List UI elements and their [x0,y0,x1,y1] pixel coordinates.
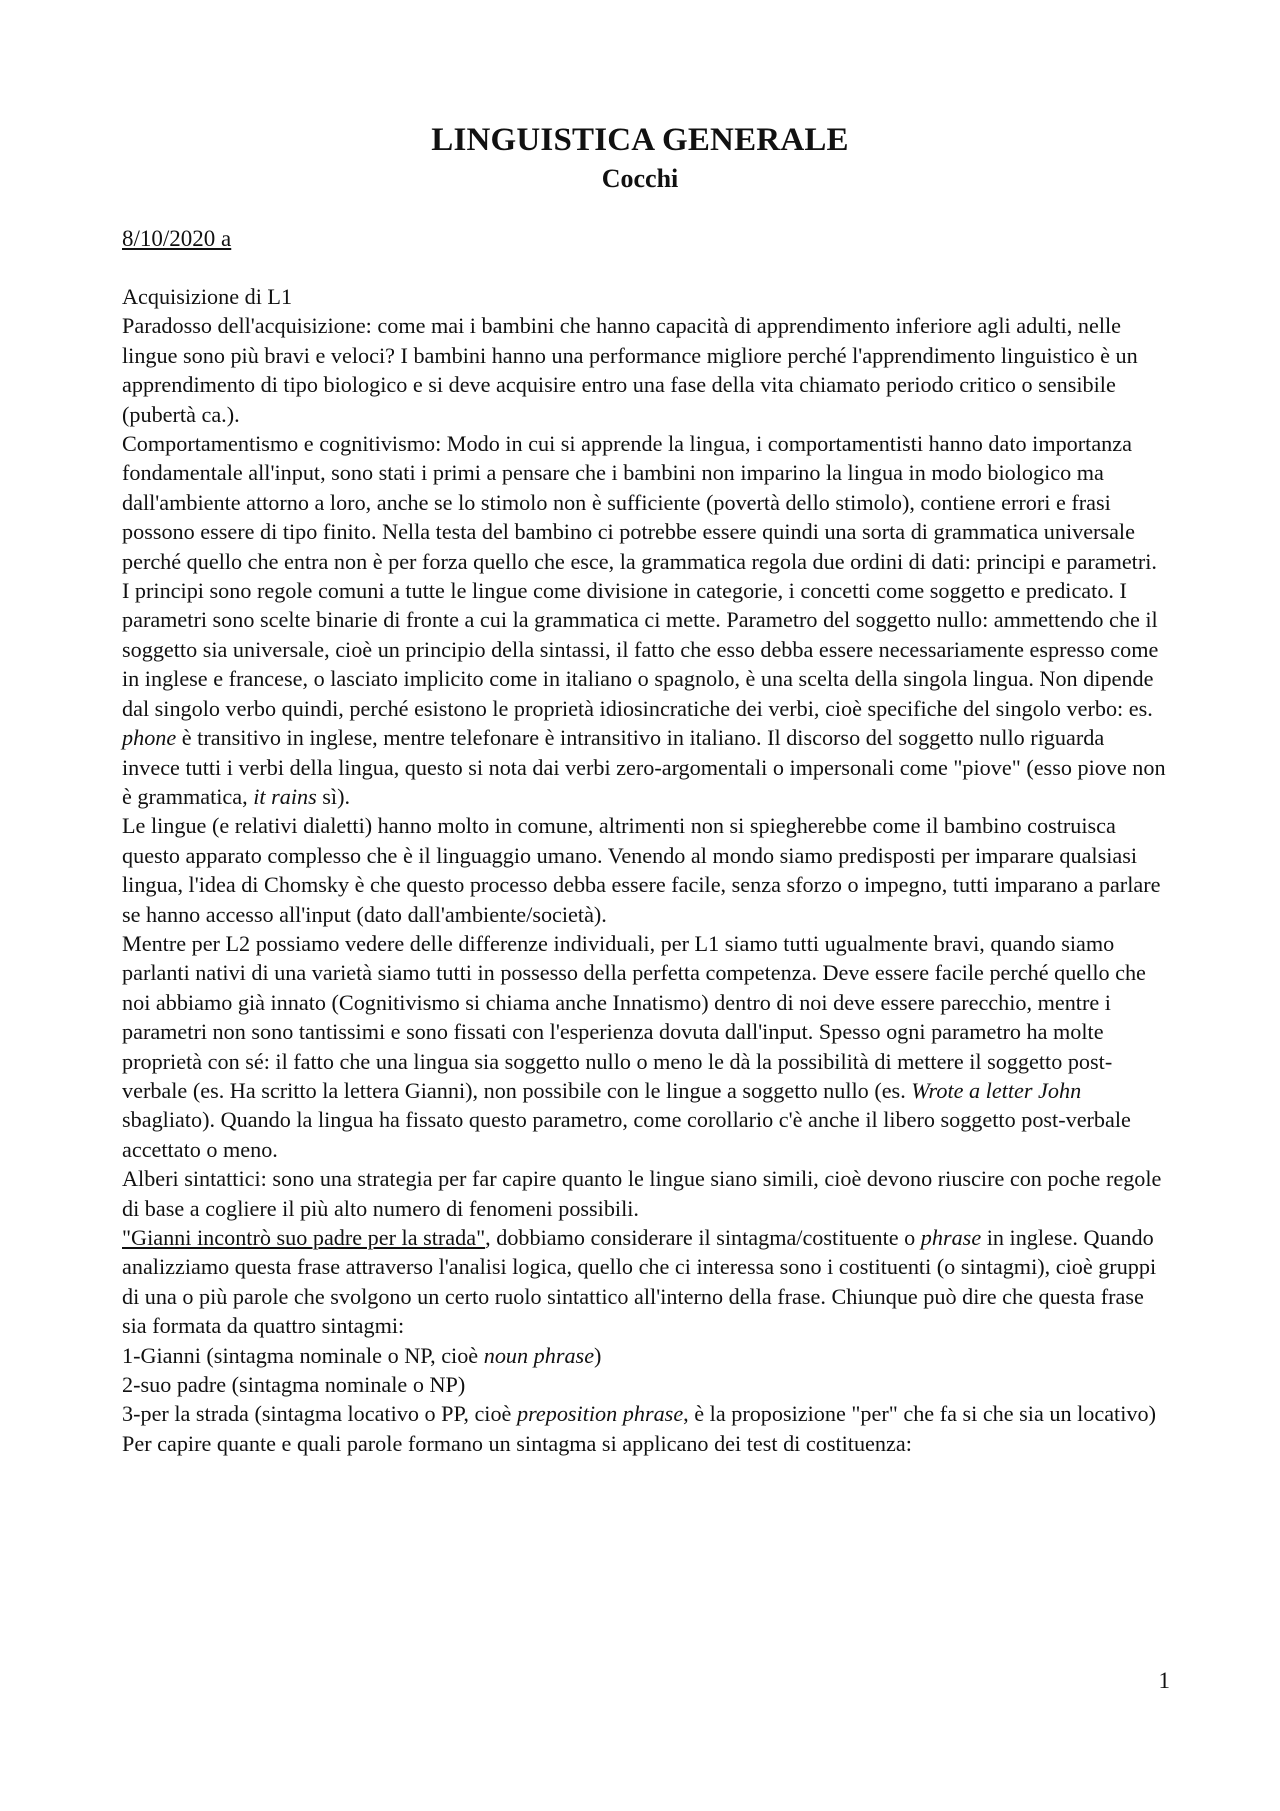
page-number: 1 [1158,1668,1170,1693]
paragraph-heading-acquisizione: Acquisizione di L1 [122,284,293,309]
list-item-3: 3-per la strada (sintagma locativo o PP, cioè preposition phrase, è la proposizione "per" che fa si che sia un locativo) [122,1401,1156,1427]
document-subtitle: Cocchi [601,164,679,193]
paragraph-lingue: Le lingue (e relativi dialetti) hanno molto in comune, altrimenti non si spiegherebbe come il bambino costruisca questo apparato complesso che è il linguaggio umano. Venendo al mondo siamo predisposti per imparare qualsiasi lingua, l'idea di Chomsky è che questo processo debba essere facile, senza sforzo o impegno, tutti imparano a parlare se hanno accesso all'input (dato dall'ambiente/società). [122,813,1161,927]
lecture-date: 8/10/2020 a [122,226,232,251]
paragraph-comportamentismo: Comportamentismo e cognitivismo: Modo in cui si apprende la lingua, i comportamentisti hanno dato importanza fondamentale all'input, sono stati i primi a pensare che i bambini non imparino la lingua in modo biologico ma dall'ambiente attorno a loro, anche se lo stimolo non è sufficiente (povertà dello stimolo), contiene errori e frasi possono essere di tipo finito. Nella testa del bambino ci potrebbe essere quindi una sorta di grammatica universale perché quello che entra non è per forza quello che esce, la grammatica regola due ordini di dati: principi e parametri. [122,431,1157,574]
italic-term: phrase [920,1225,982,1250]
paragraph-alberi: Alberi sintattici: sono una strategia per far capire quanto le lingue siano simili, cioè devono riuscire con poche regole di base a cogliere il più alto numero di fenomeni possibili. [122,1166,1162,1221]
document-title: LINGUISTICA GENERALE [431,122,849,158]
paragraph-principi: I principi sono regole comuni a tutte le lingue come divisione in categorie, i concetti come soggetto e predicato. I parametri sono scelte binarie di fronte a cui la grammatica ci mette. Parametro del soggetto nullo: ammettendo che il soggetto sia universale, cioè un principio della sintassi, il fatto che esso debba essere necessariamente espresso come in inglese e francese, o lasciato implicito come in italiano o spagnolo, è una scelta della singola lingua. Non dipende dal singolo verbo quindi, perché esistono le proprietà idiosincratiche dei verbi, cioè specifiche del singolo verbo: es. phone è transitivo in inglese, mentre telefonare è intransitivo in italiano. Il discorso del soggetto nullo riguarda invece tutti i verbi della lingua, questo si nota dai verbi zero-argomentali o impersonali come "piove" (esso piove non è grammatica, it rains sì). [122,578,1166,809]
paragraph-l2: Mentre per L2 possiamo vedere delle differenze individuali, per L1 siamo tutti ugualmente bravi, quando siamo parlanti nativi di una varietà siamo tutti in possesso della perfetta competenza. Deve essere facile perché quello che noi abbiamo già innato (Cognitivismo si chiama anche Innatismo) dentro di noi deve essere parecchio, mentre i parametri non sono tantissimi e sono fissati con l'esperienza dovuta dall'input. Spesso ogni parametro ha molte proprietà con sé: il fatto che una lingua sia soggetto nullo o meno le dà la possibilità di mettere il soggetto post-verbale (es. Ha scritto la lettera Gianni), non possibile con le lingue a soggetto nullo (es. Wrote a letter John sbagliato). Quando la lingua ha fissato questo parametro, come corollario c'è anche il libero soggetto post-verbale accettato o meno. [122,930,1146,1162]
document-body [122,282,1167,1458]
italic-term: preposition phrase [516,1401,684,1427]
underlined-example: "Gianni incontrò suo padre per la strada" [122,1225,486,1250]
italic-term: Wrote a letter John [911,1077,1082,1103]
list-item-2: 2-suo padre (sintagma nominale o NP) [122,1372,466,1398]
paragraph-gianni: "Gianni incontrò suo padre per la strada", dobbiamo considerare il sintagma/costituente o phrase in inglese. Quando analizziamo questa frase attraverso l'analisi logica, quello che ci interessa sono i costituenti (o sintagmi), cioè gruppi di una o più parole che svolgono un certo ruolo sintattico all'interno della frase. Chiunque può dire che questa frase sia formata da quattro sintagmi: [122,1225,1157,1339]
list-item-1: 1-Gianni (sintagma nominale o NP, cioè noun phrase) [122,1342,602,1368]
italic-term: phone [122,725,177,751]
paragraph-paradosso: Paradosso dell'acquisizione: come mai i bambini che hanno capacità di apprendimento inferiore agli adulti, nelle lingue sono più bravi e veloci? I bambini hanno una performance migliore perché l'apprendimento linguistico è un apprendimento di tipo biologico e si deve acquisire entro una fase della vita chiamato periodo critico o sensibile (pubertà ca.). [122,313,1138,427]
italic-term: noun phrase [483,1342,595,1368]
italic-term: it rains [253,783,317,809]
paragraph-test-costituenza: Per capire quante e quali parole formano un sintagma si applicano dei test di costituenza: [122,1430,912,1456]
